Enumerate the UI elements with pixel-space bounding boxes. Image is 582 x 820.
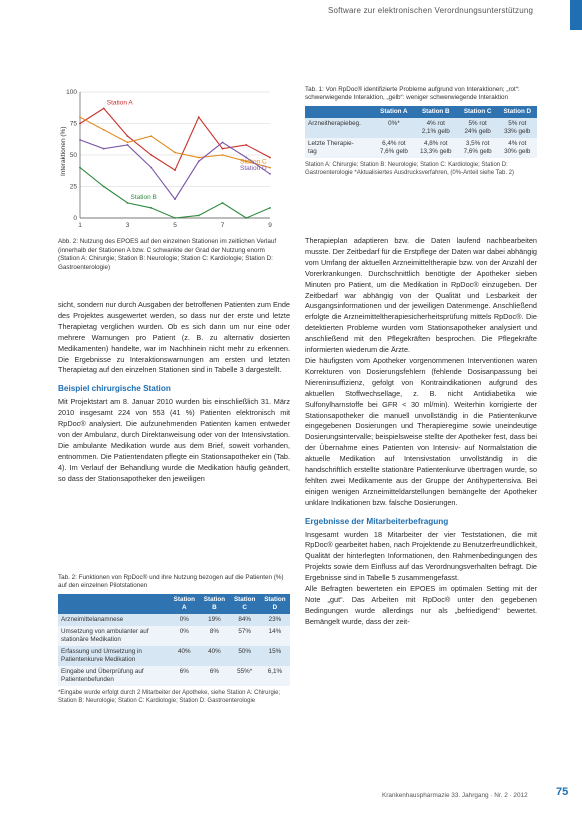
table-1 xyxy=(305,86,537,177)
table-2-row-label: Arzneimittelanamnese xyxy=(58,614,169,626)
chart-point xyxy=(103,186,105,188)
table-2-cell: 6,1% xyxy=(260,666,290,686)
table-1-cell: 5% rot 24% gelb xyxy=(458,118,498,138)
table-2-caption: Tab. 2: Funktionen von RpDoc® und ihre Nutzung bezogen auf die Patienten (%) auf den einzelnen Pilotstationen xyxy=(58,574,284,590)
chart-point xyxy=(127,135,129,137)
chart-point xyxy=(150,135,152,137)
table-1-cell: 0%* xyxy=(374,118,414,138)
table-1-header-cell: Station A xyxy=(374,106,414,118)
paragraph: Mit Projektstart am 8. Januar 2010 wurden bis einschließlich 31. März 2010 insgesamt 224 von 553 (41 %) Patienten elektronisch mit RpDoc® analysiert. Die aufzunehmenden Patienten kamen entweder von der Ambulanz, durch Direktanweisung oder von der Intensivstation. Die ambulante Medikation wurde aus dem Brief, soweit vorhanden, entnommen. Die Patientendaten pflegte ein Stationsapotheker ein (Tab. 4). Im Verlauf der Behandlung wurde die Medikation häufig geändert, so dass der Stationsapotheker den jeweiligen xyxy=(58,397,290,483)
chart-point xyxy=(103,129,105,131)
chart-point xyxy=(150,167,152,169)
table-2-header-cell: Station C xyxy=(230,594,260,614)
chart-y-tick-label: 75 xyxy=(69,120,77,128)
table-2-cell: 8% xyxy=(199,626,229,646)
left-column-text xyxy=(58,300,290,485)
page-footer: Krankenhauspharmazie 33. Jahrgang · Nr. 2 · 2012 xyxy=(382,792,528,799)
section-heading-beispiel: Beispiel chirurgische Station xyxy=(58,384,171,394)
chart-point xyxy=(245,217,247,219)
chart-point xyxy=(103,107,105,109)
table-2 xyxy=(58,574,290,705)
table-2-header-cell: Station D xyxy=(260,594,290,614)
running-head: Software zur elektronischen Verordnungsunterstützung xyxy=(328,6,534,15)
table-2-cell: 40% xyxy=(199,646,229,666)
table-1-header-cell: Station D xyxy=(498,106,537,118)
chart-point xyxy=(79,167,81,169)
chart-point xyxy=(198,215,200,217)
chart-series-line xyxy=(80,168,270,218)
chart-y-tick-label: 100 xyxy=(66,89,77,96)
chart-y-label: Interaktionen (%) xyxy=(60,126,67,176)
table-2-cell: 0% xyxy=(169,626,199,646)
table-2-cell: 6% xyxy=(169,666,199,686)
table-row xyxy=(58,626,290,646)
chart-point xyxy=(150,207,152,209)
table-1-header-cell xyxy=(305,106,374,118)
chart-point xyxy=(150,154,152,156)
chart-point xyxy=(245,157,247,159)
chart-point xyxy=(127,202,129,204)
table-row xyxy=(305,138,537,158)
table-1-header-cell: Station C xyxy=(458,106,498,118)
table-1-note: Station A: Chirurgie; Station B: Neurologie; Station C: Kardiologie; Station D: Gastroenterologie *Aktualisiertes Ausdrucksverfahren, (0%-Anteil siehe Tab. 2) xyxy=(305,161,514,176)
table-1-cell: 3,5% rot 7,6% gelb xyxy=(458,138,498,158)
table-2-cell: 50% xyxy=(230,646,260,666)
paragraph: Alle Befragten bewerteten ein EPOES im optimalen Setting mit der Note „gut“. Das Arbeiten mit RpDoc® unter den gegebenen Bedingungen wurde allerdings nur als „befriedigend“ bewertet. Bemängelt wurde, dass der zeit- xyxy=(305,584,537,626)
section-heading-befragung: Ergebnisse der Mitarbeiterbefragung xyxy=(305,516,449,526)
paragraph: Insgesamt wurden 18 Mitarbeiter der vier Teststationen, die mit RpDoc® gearbeitet haben, nach Projektende zu Benutzerfreundlichkeit, Qualität der hinterlegten Informationen, den Rahmenbedingungen des Projekts sowie dem Einfluss auf das Verordnungsverhalten befragt. Die Ergebnisse sind in Tabelle 5 zusammengefasst. xyxy=(305,529,537,583)
chart-series-label: Station B xyxy=(130,193,157,201)
chart-point xyxy=(79,139,81,141)
table-1-row-label: Letzte Therapie- tag xyxy=(305,138,374,158)
table-2-cell: 6% xyxy=(199,666,229,686)
table-2-cell: 57% xyxy=(230,626,260,646)
table-2-cell: 84% xyxy=(230,614,260,626)
chart-x-tick-label: 7 xyxy=(220,222,225,229)
table-1-cell: 4% rot 30% gelb xyxy=(498,138,537,158)
chart-point xyxy=(198,157,200,159)
table-2-header-cell xyxy=(58,594,169,614)
paragraph: Die häufigsten vom Apotheker vorgenommenen Interventionen waren Korrekturen von Dosierungsfehlern (fehlende Dosisanpassung bei Niereninsuffizienz, gefolgt von Kontraindikationen aufgrund des aktuellen Stoffwechsellage, z. B. nicht Antidiabetika wie Sulfonylharnstoffe bei GFR < 30 ml/min). Weiterhin korrigierte der Stationsapotheker die manuell unvollständig in die Patientenkurve eingegebenen Dosierungen und Therapieregime sowie uneindeutige Dosierungsintervalle; beispielsweise stellte der Apotheker fest, dass bei der Übernahme eines Patienten von Intensiv- auf Normalstation die aktuelle Medikation auf Intensivstation unvollständig in die handschriftlich erstellte stationäre Patientenkurve übertragen wurde, so fehlten zwei Medikamente aus der Gruppe der Antihypertensiva. Bei einigen wenigen Arzneimitteldarstellungen bemängelte der Apotheker unklare Indikationen bzw. falsche Dosierungen. xyxy=(305,355,537,507)
chart-series-label: Station D xyxy=(240,164,267,172)
figure-2-line-chart xyxy=(58,86,280,236)
chart-point xyxy=(269,167,271,169)
chart-point xyxy=(269,207,271,209)
table-1-cell: 5% rot 33% gelb xyxy=(498,118,537,138)
chart-point xyxy=(222,202,224,204)
table-1-caption: Tab. 1: Von RpDoc® identifizierte Probleme aufgrund von Interaktionen; „rot“: schwerwiegende Interaktion, „gelb“: weniger schwerwiegende Interaktion xyxy=(305,86,520,102)
table-1-header-cell: Station B xyxy=(414,106,458,118)
chart-x-tick-label: 5 xyxy=(173,222,177,229)
figure-2-caption: Abb. 2: Nutzung des EPOES auf den einzelnen Stationen im zeitlichen Verlauf (innerhalb der Stationen A bzw. C schwankte der Grad der Nutzung enorm (Station A: Chirurgie; Station B: Neurologie; Station C: Kardiologie; Station D: Gastroenterologie) xyxy=(58,238,277,271)
chart-point xyxy=(174,198,176,200)
table-2-cell: 14% xyxy=(260,626,290,646)
chart-y-tick-label: 0 xyxy=(73,215,77,222)
section-color-bar xyxy=(570,0,582,30)
page-number: 75 xyxy=(556,786,569,798)
chart-x-tick-label: 9 xyxy=(268,222,272,229)
paragraph: sicht, sondern nur durch Ausgaben der betroffenen Patienten zum Ende des Projektes ausgewertet werden, so dass nur der erste und letzte Therapietag verglichen wurden. Ob es sich dann um nur eine oder mehrere Warnungen pro Patient (z. B. zu alternativ dosierten Medikamenten) handelte, war im Nachhinein nicht mehr zu erkennen. Die Ergebnisse zu Interaktionswarnungen am ersten und letzten Therapietag auf den einzelnen Stationen sind in Tabelle 3 dargestellt. xyxy=(58,300,290,375)
table-row xyxy=(58,666,290,686)
chart-x-tick-label: 1 xyxy=(78,222,82,229)
chart-series-label: Station C xyxy=(240,158,267,166)
chart-point xyxy=(222,148,224,150)
chart-point xyxy=(269,157,271,159)
table-2-header-cell: Station A xyxy=(169,594,199,614)
table-2-note: *Eingabe wurde erfolgt durch 2 Mitarbeiter der Apotheke, siehe Station A: Chirurgie; Station B: Neurologie; Station C: Kardiologie; Station D: Gastroenterologie xyxy=(58,689,281,704)
table-2-cell: 0% xyxy=(169,614,199,626)
table-1-cell: 4% rot 2,1% gelb xyxy=(414,118,458,138)
chart-point xyxy=(269,173,271,175)
chart-point xyxy=(79,123,81,125)
table-2-row-label: Eingabe und Überprüfung auf Patientenbefunden xyxy=(58,666,169,686)
table-2-row-label: Erfassung und Umsetzung in Patientenkurve Medikation xyxy=(58,646,169,666)
table-2-cell: 23% xyxy=(260,614,290,626)
chart-point xyxy=(222,142,224,144)
table-row xyxy=(58,614,290,626)
chart-point xyxy=(198,160,200,162)
chart-point xyxy=(198,116,200,118)
chart-y-tick-label: 25 xyxy=(69,183,77,191)
chart-point xyxy=(79,116,81,118)
table-row xyxy=(305,118,537,138)
table-2-header-cell: Station B xyxy=(199,594,229,614)
chart-y-tick-label: 50 xyxy=(69,152,77,159)
table-1-cell: 6,4% rot 7,6% gelb xyxy=(374,138,414,158)
table-1-row-label: Arzneitherapiebeg. xyxy=(305,118,374,138)
chart-point xyxy=(103,148,105,150)
table-1-cell: 4,8% rot 13,3% gelb xyxy=(414,138,458,158)
chart-point xyxy=(222,154,224,156)
table-row xyxy=(58,646,290,666)
table-2-cell: 19% xyxy=(199,614,229,626)
chart-series-label: Station A xyxy=(106,99,133,107)
table-2-cell: 15% xyxy=(260,646,290,666)
right-column-text xyxy=(305,236,537,628)
table-2-cell: 55%* xyxy=(230,666,260,686)
chart-point xyxy=(245,144,247,146)
chart-point xyxy=(174,169,176,171)
chart-x-tick-label: 3 xyxy=(125,222,130,229)
chart-point xyxy=(174,217,176,219)
chart-point xyxy=(174,152,176,154)
chart-point xyxy=(127,142,129,144)
table-2-row-label: Umsetzung von ambulanter auf stationäre Medikation xyxy=(58,626,169,646)
table-2-cell: 40% xyxy=(169,646,199,666)
chart-point xyxy=(127,144,129,146)
paragraph: Therapieplan adaptieren bzw. die Daten laufend nachbearbeiten musste. Der Zeitbedarf für die Erstpflege der Daten war dabei abhängig vom Umfang der aktuellen Arzneimitteltherapie bzw. von der Anzahl der Vorerkrankungen. Durchschnittlich benötigte der Apotheker sieben Minuten pro Patient, um die Medikation in RpDoc® einzugeben. Der Zeitbedarf war abhängig von der Qualität und Lesbarkeit der Ausgangsinformationen und der jeweiligen Datenmenge. Anschließend erfolgte die Arzneimitteltherapiesicherheitsprüfung mittels RpDoc®. Die detektierten Probleme wurden vom Stationsapotheker analysiert und anschließend mit den Pflegekräften besprochen. Die Pflegekräfte informierten wiederum die Ärzte. xyxy=(305,236,537,355)
